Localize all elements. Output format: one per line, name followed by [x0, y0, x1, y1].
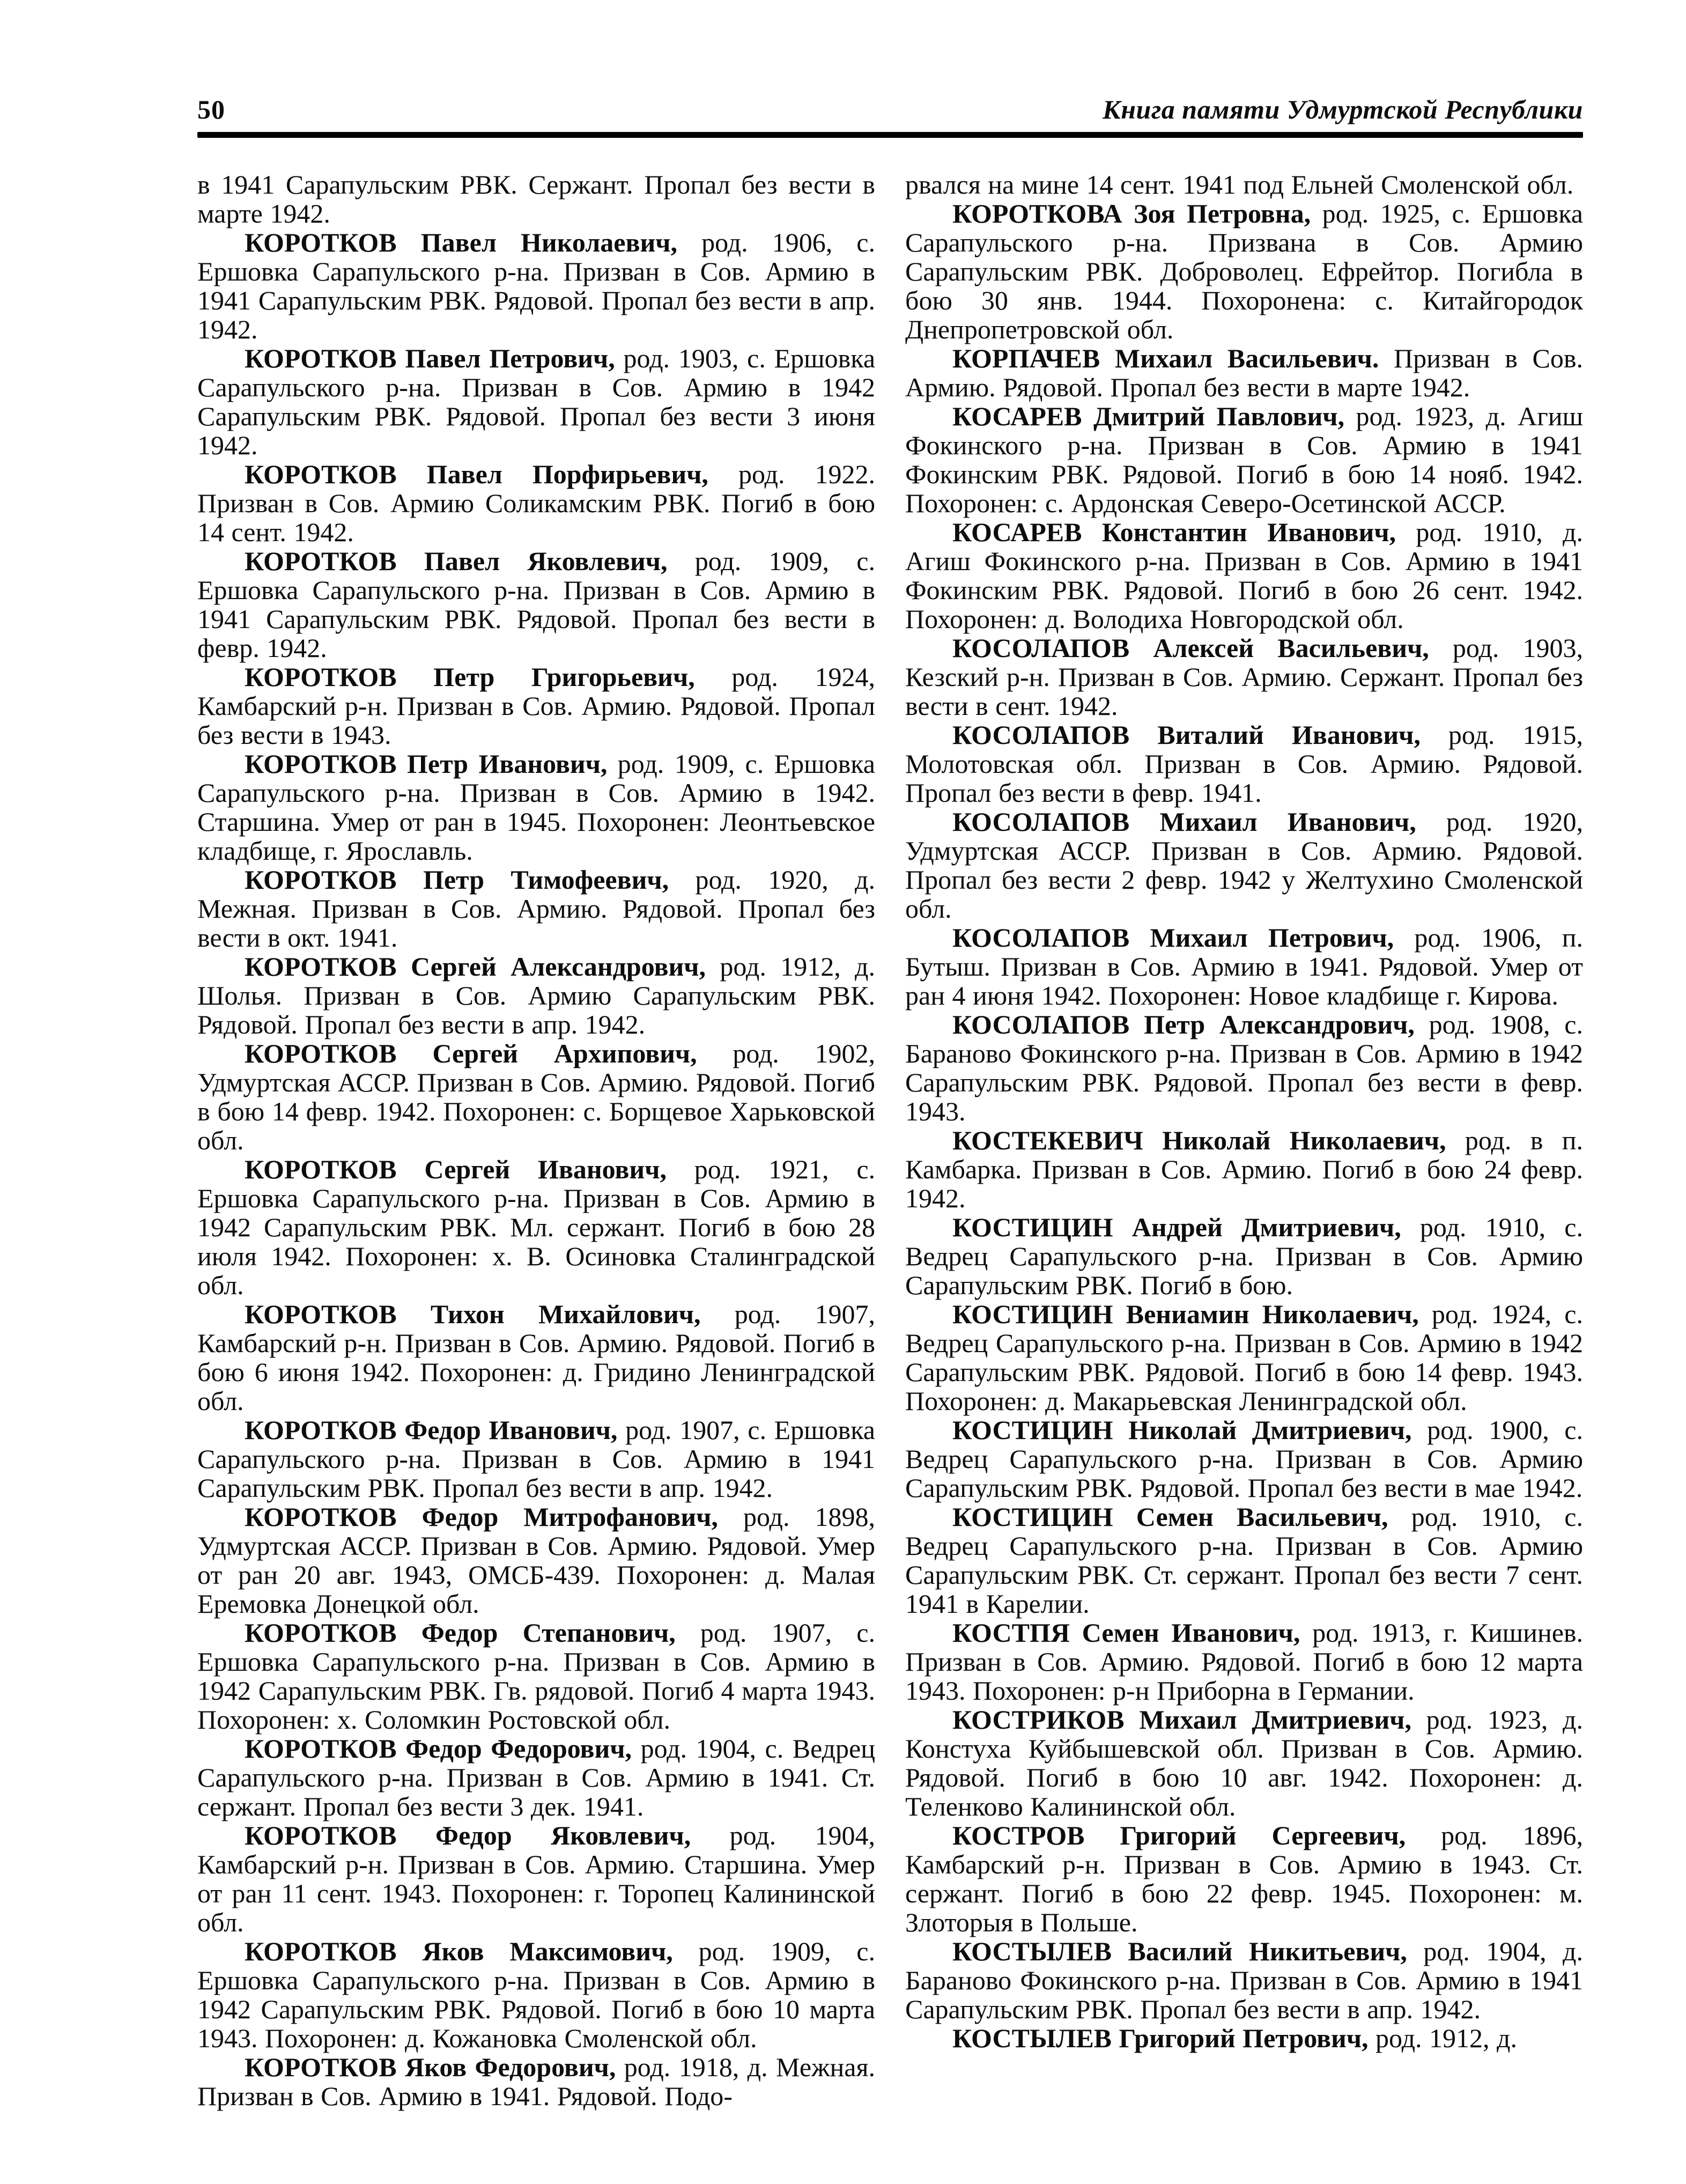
entry: КОСОЛАПОВ Михаил Петрович, род. 1906, п. Бутыш. Призван в Сов. Армию в 1941. Рядовой. Умер от ран 4 июня 1942. Похоронен: Новое кладбище г. Кирова. [905, 923, 1583, 1010]
entry: КОРОТКОВ Федор Яковлевич, род. 1904, Камбарский р-н. Призван в Сов. Армию. Старшина. Умер от ран 11 сент. 1943. Похоронен: г. Торопец Калининской обл. [197, 1820, 876, 1937]
entry-name: КОСТРОВ Григорий Сергеевич, [952, 1820, 1406, 1850]
entry: КОРОТКОВ Яков Федорович, род. 1918, д. Межная. Призван в Сов. Армию в 1941. Рядовой. Подо- [197, 2052, 876, 2111]
entry-name: КОРОТКОВ Сергей Архипович, [245, 1038, 697, 1068]
entry-name: КОСАРЕВ Дмитрий Павлович, [952, 401, 1344, 431]
entry: КОСТРОВ Григорий Сергеевич, род. 1896, Камбарский р-н. Призван в Сов. Армию в 1943. Ст. сержант. Погиб в бою 22 февр. 1945. Похоронен: м. Злоторыя в Польше. [905, 1820, 1584, 1937]
left-column [197, 170, 875, 2111]
entry-name: КОРОТКОВ Федор Степанович, [245, 1618, 676, 1648]
entry: КОСТИЦИН Андрей Дмитриевич, род. 1910, с. Ведрец Сарапульского р-на. Призван в Сов. Армию Сарапульским РВК. Погиб в бою. [905, 1212, 1583, 1300]
entry-name: КОСТПЯ Семен Иванович, [952, 1618, 1300, 1648]
entry-name: КОСОЛАПОВ Петр Александрович, [952, 1009, 1415, 1039]
entry: КОРОТКОВ Петр Григорьевич, род. 1924, Камбарский р-н. Призван в Сов. Армию. Рядовой. Пропал без вести в 1943. [197, 662, 876, 750]
entry-name: КОСТИЦИН Николай Дмитриевич, [952, 1415, 1412, 1445]
entry: КОСАРЕВ Дмитрий Павлович, род. 1923, д. Агиш Фокинского р-на. Призван в Сов. Армию в 1941 Фокинским РВК. Рядовой. Погиб в бою 14 нояб. 1942. Похоронен: с. Ардонская Северо-Осетинской АССР. [905, 401, 1583, 518]
entry: КОРОТКОВ Петр Тимофеевич, род. 1920, д. Межная. Призван в Сов. Армию. Рядовой. Пропал без вести в окт. 1941. [197, 865, 875, 953]
entry: КОСТИЦИН Семен Васильевич, род. 1910, с. Ведрец Сарапульского р-на. Призван в Сов. Армию Сарапульским РВК. Ст. сержант. Пропал без вести 7 сент. 1941 в Карелии. [905, 1502, 1583, 1619]
entry: КОРОТКОВ Сергей Иванович, род. 1921, с. Ершовка Сарапульского р-на. Призван в Сов. Армию в 1942 Сарапульским РВК. Мл. сержант. Погиб в бою 28 июля 1942. Похоронен: х. В. Осиновка Сталинградской обл. [197, 1154, 876, 1300]
entry-continuation: в 1941 Сарапульским РВК. Сержант. Пропал без вести в марте 1942. [197, 169, 875, 228]
entry-name: КОРПАЧЕВ Михаил Васильевич. [952, 343, 1379, 373]
entry: КОСОЛАПОВ Виталий Иванович, род. 1915, Молотовская обл. Призван в Сов. Армию. Рядовой. Пропал без вести в февр. 1941. [905, 720, 1583, 808]
memory-book-page [197, 94, 1583, 2111]
entry-name: КОРОТКОВ Петр Григорьевич, [245, 662, 695, 692]
entry: КОРОТКОВ Тихон Михайлович, род. 1907, Камбарский р-н. Призван в Сов. Армию. Рядовой. Погиб в бою 6 июня 1942. Похоронен: д. Гридино Ленинградской обл. [197, 1299, 875, 1416]
entry: КОСАРЕВ Константин Иванович, род. 1910, д. Агиш Фокинского р-на. Призван в Сов. Армию в 1941 Фокинским РВК. Рядовой. Погиб в бою 26 сент. 1942. Похоронен: д. Володиха Новгородской обл. [905, 517, 1583, 634]
entry: КОСОЛАПОВ Алексей Васильевич, род. 1903, Кезский р-н. Призван в Сов. Армию. Сержант. Пропал без вести в сент. 1942. [905, 633, 1584, 721]
entry: КОРПАЧЕВ Михаил Васильевич. Призван в Сов. Армию. Рядовой. Пропал без вести в марте 1942. [905, 343, 1583, 402]
entry: КОСТЫЛЕВ Григорий Петрович, род. 1912, д. [952, 2023, 1517, 2053]
entry-name: КОРОТКОВ Павел Порфирьевич, [245, 459, 708, 489]
entry: КОРОТКОВА Зоя Петровна, род. 1925, с. Ершовка Сарапульского р-на. Призвана в Сов. Армию Сарапульским РВК. Доброволец. Ефрейтор. Погибла в бою 30 янв. 1944. Похоронена: с. Китайгородок Днепропетровской обл. [905, 198, 1583, 344]
entry-name: КОРОТКОВ Федор Митрофанович, [245, 1502, 718, 1532]
entry-name: КОСТИЦИН Вениамин Николаевич, [952, 1299, 1419, 1329]
entry-name: КОСТИЦИН Семен Васильевич, [952, 1502, 1388, 1532]
entry: КОРОТКОВ Павел Яковлевич, род. 1909, с. Ершовка Сарапульского р-на. Призван в Сов. Армию в 1941 Сарапульским РВК. Рядовой. Пропал без вести в февр. 1942. [197, 546, 875, 663]
header-title: Книга памяти Удмуртской Республики [1102, 94, 1583, 124]
entry-continuation: рвался на мине 14 сент. 1941 под Ельней Смоленской обл. [905, 169, 1574, 200]
entry-name: КОСТИЦИН Андрей Дмитриевич, [952, 1212, 1401, 1242]
entry: КОРОТКОВ Сергей Александрович, род. 1912, д. Шолья. Призван в Сов. Армию Сарапульским РВК. Рядовой. Пропал без вести в апр. 1942. [197, 951, 875, 1039]
page-number: 50 [197, 94, 225, 124]
entry-name: КОСТЫЛЕВ Василий Никитьевич, [952, 1936, 1407, 1966]
entry-name: КОСОЛАПОВ Алексей Васильевич, [952, 633, 1429, 663]
entry: КОРОТКОВ Федор Иванович, род. 1907, с. Ершовка Сарапульского р-на. Призван в Сов. Армию в 1941 Сарапульским РВК. Пропал без вести в апр. 1942. [197, 1415, 875, 1503]
right-column [905, 170, 1583, 2111]
entry-name: КОРОТКОВА Зоя Петровна, [952, 198, 1311, 228]
entry: КОРОТКОВ Павел Порфирьевич, род. 1922. Призван в Сов. Армию Соликамским РВК. Погиб в бою 14 сент. 1942. [197, 459, 876, 547]
entry-name: КОРОТКОВ Петр Иванович, [245, 749, 608, 779]
entry-name: КОРОТКОВ Павел Николаевич, [245, 227, 677, 257]
entry-name: КОРОТКОВ Федор Федорович, [245, 1733, 632, 1764]
entry: КОРОТКОВ Яков Максимович, род. 1909, с. Ершовка Сарапульского р-на. Призван в Сов. Армию в 1942 Сарапульским РВК. Рядовой. Погиб в бою 10 марта 1943. Похоронен: д. Кожановка Смоленской обл. [197, 1936, 875, 2053]
entry-name: КОРОТКОВ Сергей Александрович, [245, 951, 706, 982]
entry-name: КОРОТКОВ Тихон Михайлович, [245, 1299, 701, 1329]
entry: КОСТРИКОВ Михаил Дмитриевич, род. 1923, д. Констуха Куйбышевской обл. Призван в Сов. Армию. Рядовой. Погиб в бою 10 авг. 1942. Похоронен: д. Теленково Калининской обл. [905, 1705, 1583, 1821]
entry: КОСТЫЛЕВ Василий Никитьевич, род. 1904, д. Бараново Фокинского р-на. Призван в Сов. Армию в 1941 Сарапульским РВК. Пропал без вести в апр. 1942. [905, 1936, 1583, 2024]
entry-name: КОСТРИКОВ Михаил Дмитриевич, [952, 1705, 1411, 1735]
entry-name: КОСТЫЛЕВ Григорий Петрович, [952, 2023, 1369, 2053]
entry-name: КОСТЕКЕВИЧ Николай Николаевич, [952, 1125, 1446, 1155]
text-columns [197, 170, 1583, 2111]
entry: КОСТЕКЕВИЧ Николай Николаевич, род. в п. Камбарка. Призван в Сов. Армию. Погиб в бою 24 февр. 1942. [905, 1125, 1583, 1213]
entry-name: КОРОТКОВ Федор Иванович, [245, 1415, 618, 1445]
entry: КОРОТКОВ Федор Степанович, род. 1907, с. Ершовка Сарапульского р-на. Призван в Сов. Армию в 1942 Сарапульским РВК. Гв. рядовой. Погиб 4 марта 1943. Похоронен: х. Соломкин Ростовской обл. [197, 1618, 875, 1735]
entry-name: КОРОТКОВ Яков Федорович, [245, 2052, 616, 2082]
entry: КОСТИЦИН Николай Дмитриевич, род. 1900, с. Ведрец Сарапульского р-на. Призван в Сов. Армию Сарапульским РВК. Рядовой. Пропал без вести в мае 1942. [905, 1415, 1583, 1503]
entry: КОСТИЦИН Вениамин Николаевич, род. 1924, с. Ведрец Сарапульского р-на. Призван в Сов. Армию в 1942 Сарапульским РВК. Рядовой. Погиб в бою 14 февр. 1943. Похоронен: д. Макарьевская Ленинградской обл. [905, 1299, 1583, 1416]
entry-name: КОРОТКОВ Петр Тимофеевич, [245, 865, 669, 895]
entry: КОРОТКОВ Сергей Архипович, род. 1902, Удмуртская АССР. Призван в Сов. Армию. Рядовой. Погиб в бою 14 февр. 1942. Похоронен: с. Борщевое Харьковской обл. [197, 1038, 876, 1155]
entry-name: КОСАРЕВ Константин Иванович, [952, 517, 1396, 547]
entry: КОРОТКОВ Федор Митрофанович, род. 1898, Удмуртская АССР. Призван в Сов. Армию. Рядовой. Умер от ран 20 авг. 1943, ОМСБ-439. Похоронен: д. Малая Еремовка Донецкой обл. [197, 1502, 875, 1619]
header-rule [197, 132, 1583, 138]
entry-name: КОРОТКОВ Яков Максимович, [245, 1936, 673, 1966]
entry-name: КОРОТКОВ Павел Яковлевич, [245, 546, 668, 576]
entry: КОРОТКОВ Федор Федорович, род. 1904, с. Ведрец Сарапульского р-на. Призван в Сов. Армию в 1941. Ст. сержант. Пропал без вести 3 дек. 1941. [197, 1733, 876, 1821]
entry: КОСОЛАПОВ Петр Александрович, род. 1908, с. Бараново Фокинского р-на. Призван в Сов. Армию в 1942 Сарапульским РВК. Рядовой. Пропал без вести в февр. 1943. [905, 1009, 1583, 1126]
entry-name: КОРОТКОВ Павел Петрович, [245, 343, 615, 373]
entry: КОСТПЯ Семен Иванович, род. 1913, г. Кишинев. Призван в Сов. Армию. Рядовой. Погиб в бою 12 марта 1943. Похоронен: р-н Приборна в Германии. [905, 1618, 1584, 1706]
entry-name: КОСОЛАПОВ Михаил Петрович, [952, 923, 1394, 953]
entry: КОСОЛАПОВ Михаил Иванович, род. 1920, Удмуртская АССР. Призван в Сов. Армию. Рядовой. Пропал без вести 2 февр. 1942 у Желтухино Смоленской обл. [905, 807, 1583, 924]
entry: КОРОТКОВ Павел Николаевич, род. 1906, с. Ершовка Сарапульского р-на. Призван в Сов. Армию в 1941 Сарапульским РВК. Рядовой. Пропал без вести в апр. 1942. [197, 227, 875, 344]
entry: КОРОТКОВ Петр Иванович, род. 1909, с. Ершовка Сарапульского р-на. Призван в Сов. Армию в 1942. Старшина. Умер от ран в 1945. Похоронен: Леонтьевское кладбище, г. Ярославль. [197, 749, 875, 866]
entry-name: КОСОЛАПОВ Виталий Иванович, [952, 720, 1421, 750]
page-header [197, 94, 1583, 124]
entry-name: КОСОЛАПОВ Михаил Иванович, [952, 807, 1416, 837]
entry-name: КОРОТКОВ Федор Яковлевич, [245, 1820, 691, 1850]
entry-name: КОРОТКОВ Сергей Иванович, [245, 1154, 667, 1184]
entry: КОРОТКОВ Павел Петрович, род. 1903, с. Ершовка Сарапульского р-на. Призван в Сов. Армию в 1942 Сарапульским РВК. Рядовой. Пропал без вести 3 июня 1942. [197, 343, 876, 460]
